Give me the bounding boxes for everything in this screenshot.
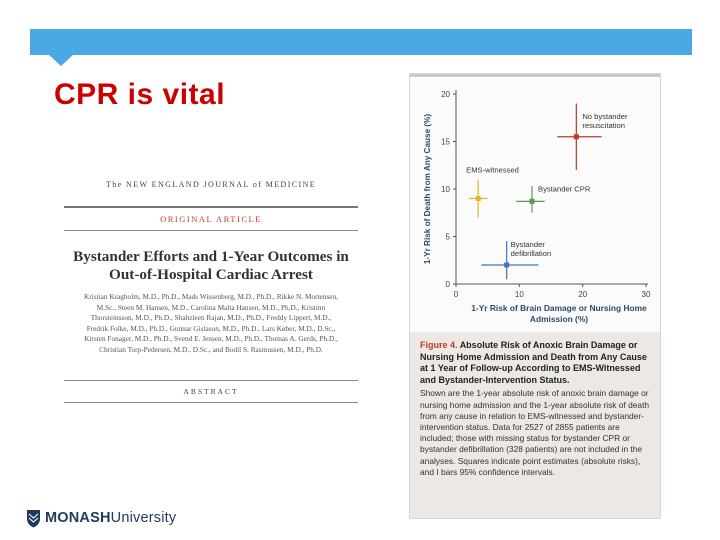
x-tick-label: 20 <box>578 290 588 299</box>
article-title: Bystander Efforts and 1-Year Outcomes in Out-of-Hospital Cardiac Arrest <box>73 248 349 283</box>
y-tick-label: 20 <box>441 90 450 99</box>
y-tick-label: 5 <box>445 232 450 242</box>
y-tick-label: 0 <box>445 280 450 289</box>
article-section-label: ORIGINAL ARTICLE <box>160 214 262 224</box>
series-label: EMS-witnessed <box>466 165 519 175</box>
logo-wordmark <box>45 510 176 526</box>
figure-label: Figure 4. <box>420 340 458 350</box>
figure-panel <box>409 73 661 519</box>
caption-body: Shown are the 1-year absolute risk of anoxic brain damage or nursing home admission and the 1-year absolute risk of death from any cause in relation to EMS-witnessed and bystander-intervention status. Data for 2527 of 2855 patients are included; those with missing status for bystander CPR or bystander defibrillation (328 patients) are not included in the analyses. Squares indicate point estimates (absolute risks), and I bars 95% confidence intervals. <box>420 388 650 477</box>
article-rule <box>64 380 358 381</box>
y-tick-label: 10 <box>441 185 450 194</box>
x-axis-label: 1-Yr Risk of Brain Damage or Nursing Home Admission (%) <box>471 303 647 324</box>
article-authors: Kristian Kragholm, M.D., Ph.D., Mads Wissenberg, M.D., Ph.D., Rikke N. Mortensen, M.Sc., Steen M. Hansen, M.D., Carolina Malta Hansen, M.D., Ph.D., Kristinn Thorsteinsson, M.D., Ph.D., Shahzleen Rajan, M.D., Ph.D., Freddy Lippert, M.D., Fredrik Folke, M.D., Ph.D., Gunnar Gislason, M.D., Ph.D., Lars Køber, M.D., D.Sc., Kirsten Fonager, M.D., Ph.D., Svend E. Jensen, M.D., Ph.D., Thomas A. Gerds, Ph.D., Christian Torp-Pedersen, M.D., D.Sc., and Bodil S. Rasmussen, M.D., Ph.D. <box>83 292 338 354</box>
data-point <box>504 263 509 268</box>
monash-shield-icon <box>26 509 41 528</box>
figure-caption <box>410 332 660 518</box>
x-tick-label: 10 <box>514 290 524 299</box>
monash-logo <box>26 506 176 530</box>
figure-plot-area <box>410 78 660 333</box>
figure-top-rule <box>410 74 660 77</box>
series-label: Bystander defibrillation <box>510 240 552 258</box>
data-point <box>574 134 579 139</box>
data-point <box>530 199 535 204</box>
y-axis-label: 1-Yr Risk of Death from Any Cause (%) <box>423 113 432 265</box>
header-accent-bar <box>30 29 692 55</box>
x-tick-label: 30 <box>641 290 651 299</box>
caption-heading <box>420 340 650 386</box>
y-tick-label: 15 <box>441 137 450 147</box>
logo-brand-light: University <box>110 510 177 526</box>
article-rule <box>64 206 358 208</box>
figure-heading-text: Absolute Risk of Anoxic Brain Damage or Nursing Home Admission and Death from Any Cause at 1 Year of Follow-up According to EMS-Witnessed and Bystander-Intervention Status. <box>420 340 647 385</box>
data-point <box>476 196 481 201</box>
header-notch <box>48 54 74 66</box>
series-label: No bystander resuscitation <box>582 111 628 130</box>
risk-scatter-chart <box>410 78 660 333</box>
x-tick-label: 0 <box>453 290 459 299</box>
logo-brand-bold: MONASH <box>45 510 111 526</box>
slide-title: CPR is vital <box>54 78 226 111</box>
article-excerpt <box>64 176 358 408</box>
article-rule <box>64 402 358 403</box>
abstract-label: ABSTRACT <box>183 387 239 396</box>
series-label: Bystander CPR <box>538 184 591 194</box>
journal-name: The NEW ENGLAND JOURNAL of MEDICINE <box>105 180 317 189</box>
article-rule <box>64 230 358 231</box>
